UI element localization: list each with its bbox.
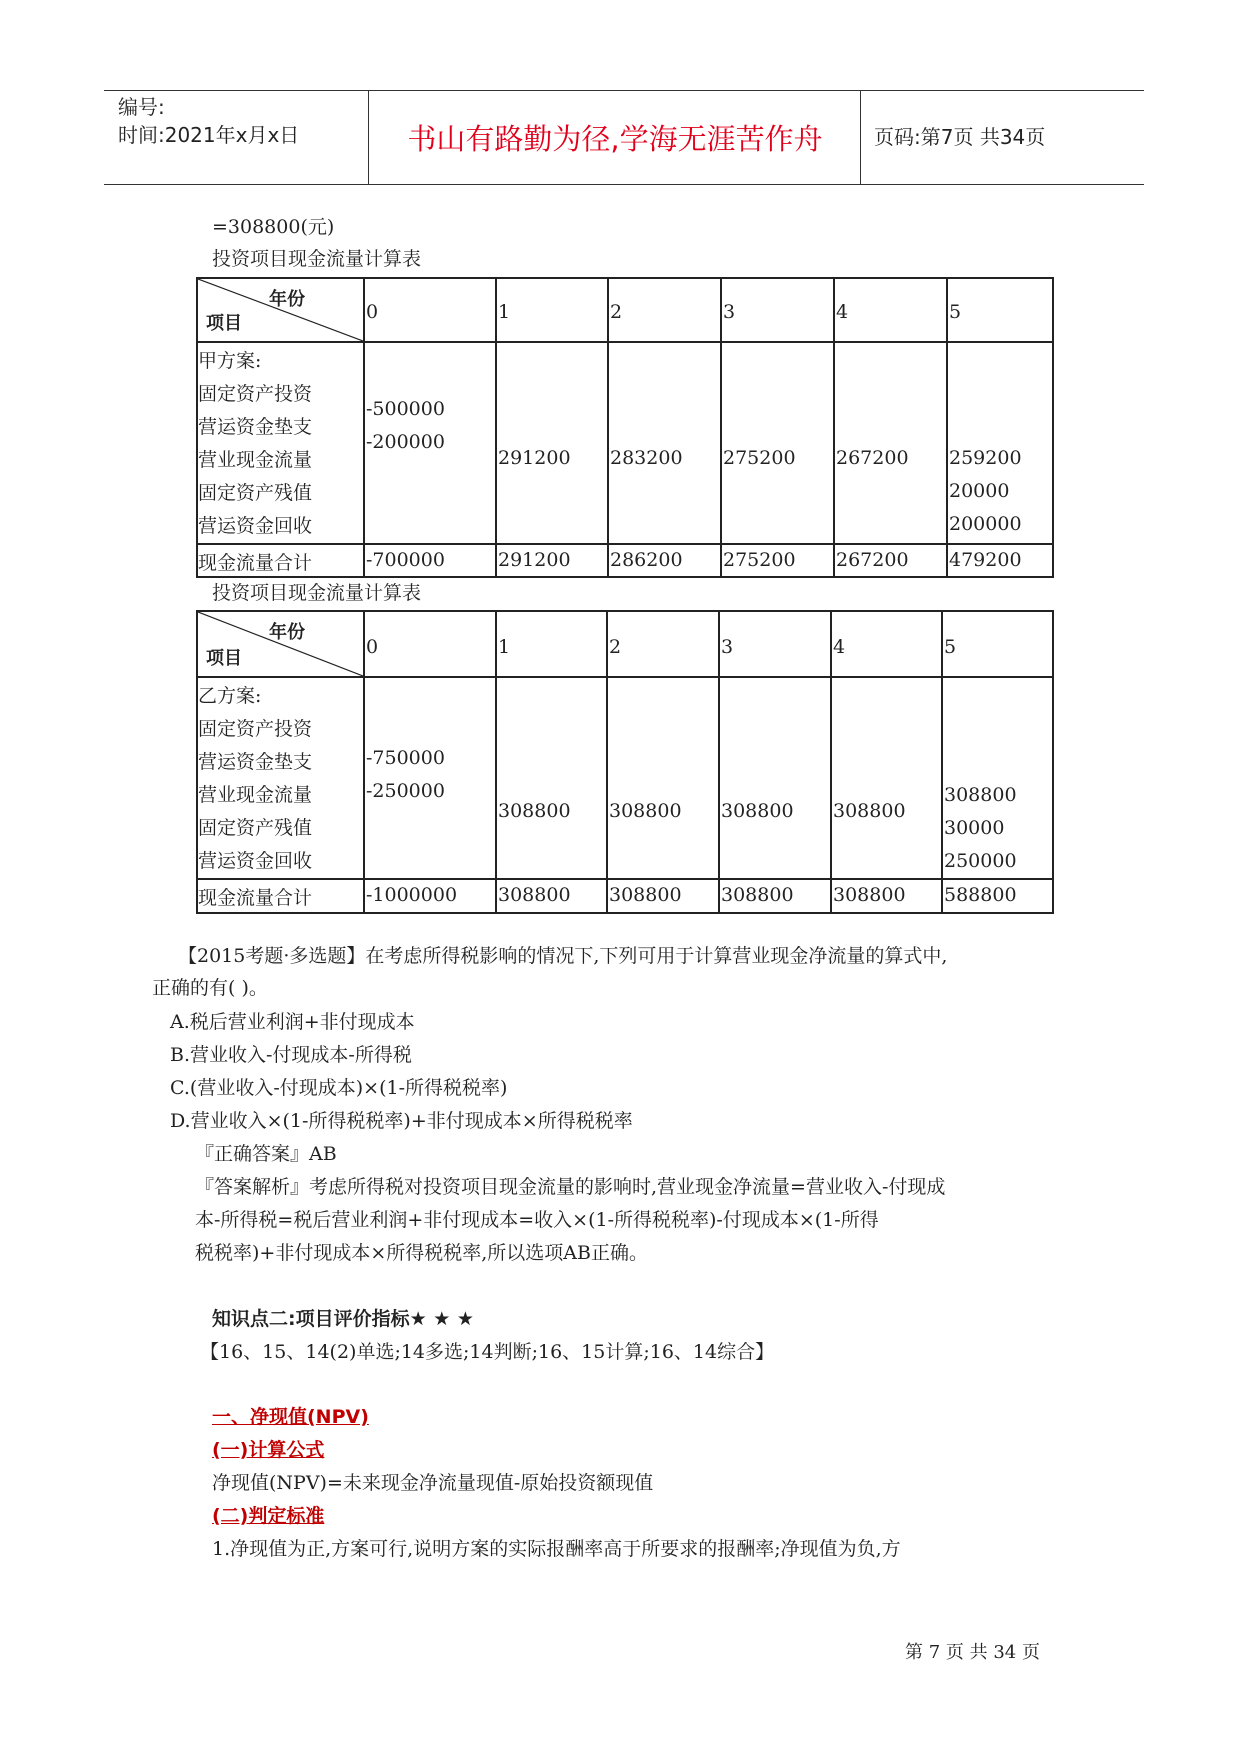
- year-header: 1: [496, 611, 607, 677]
- cell-value: 20000: [949, 480, 1010, 502]
- item-list: [197, 342, 364, 544]
- cash-flow-table-b: [196, 610, 1054, 914]
- year-header: 0: [364, 611, 496, 677]
- cell-value: -250000: [366, 780, 445, 802]
- total-value: 291200: [496, 544, 608, 577]
- cell-value: 308800: [607, 677, 719, 879]
- table-corner-cell: [197, 278, 364, 342]
- table-header-row: [197, 278, 1053, 342]
- header-page-label: 页码:第7页 共34页: [874, 125, 1046, 149]
- total-value: -700000: [364, 544, 496, 577]
- exam-scope: 【16、15、14(2)单选;14多选;14判断;16、15计算;16、14综合】: [200, 1341, 775, 1363]
- cell-value: -750000: [366, 747, 445, 769]
- corner-item-label: 项目: [206, 313, 242, 334]
- table-a-caption: 投资项目现金流量计算表: [212, 248, 422, 270]
- cell-value: 30000: [944, 817, 1005, 839]
- year-header: 4: [834, 278, 947, 342]
- year-header: 3: [721, 278, 834, 342]
- correct-answer: 『正确答案』AB: [195, 1143, 337, 1165]
- plan-label: 乙方案:: [198, 685, 262, 707]
- item-label: 营运资金回收: [198, 515, 313, 537]
- year-header: 2: [608, 278, 721, 342]
- page-header: [104, 90, 1144, 185]
- item-label: 固定资产投资: [198, 383, 313, 405]
- year-header: 5: [947, 278, 1053, 342]
- year5-cell: [942, 677, 1053, 879]
- cell-value: 267200: [834, 342, 947, 544]
- page-footer: 第 7 页 共 34 页: [905, 1642, 1040, 1663]
- result-line: =308800(元): [212, 216, 335, 238]
- table-b-caption: 投资项目现金流量计算表: [212, 582, 422, 604]
- table-body-row: [197, 342, 1053, 544]
- item-label: 固定资产残值: [198, 482, 313, 504]
- year0-cell: [364, 342, 496, 544]
- cell-value: -200000: [366, 431, 445, 453]
- cell-value: 308800: [944, 784, 1017, 806]
- year0-cell: [364, 677, 496, 879]
- total-value: 588800: [942, 879, 1053, 913]
- subsection-heading: (一)计算公式: [212, 1439, 325, 1461]
- item-label: 固定资产投资: [198, 718, 313, 740]
- answer-analysis: 税税率)+非付现成本×所得税税率,所以选项AB正确。: [195, 1242, 648, 1264]
- corner-item-label: 项目: [206, 648, 242, 669]
- option-b: B.营业收入-付现成本-所得税: [170, 1044, 412, 1066]
- total-row: [197, 879, 1053, 913]
- answer-analysis: 『答案解析』考虑所得税对投资项目现金流量的影响时,营业现金净流量=营业收入-付现成: [195, 1176, 946, 1198]
- table-corner-cell: [197, 611, 364, 677]
- total-value: 308800: [607, 879, 719, 913]
- year-header: 0: [364, 278, 496, 342]
- header-divider: [368, 91, 369, 184]
- total-value: 479200: [947, 544, 1053, 577]
- total-value: 308800: [496, 879, 607, 913]
- option-c: C.(营业收入-付现成本)×(1-所得税税率): [170, 1077, 508, 1099]
- year-header: 1: [496, 278, 608, 342]
- item-label: 固定资产残值: [198, 817, 313, 839]
- cell-value: 275200: [721, 342, 834, 544]
- year-header: 4: [831, 611, 942, 677]
- cell-value: -500000: [366, 398, 445, 420]
- cell-value: 200000: [949, 513, 1022, 535]
- year-header: 5: [942, 611, 1053, 677]
- corner-year-label: 年份: [269, 289, 305, 310]
- item-list: [197, 677, 364, 879]
- total-row: [197, 544, 1053, 577]
- cell-value: 250000: [944, 850, 1017, 872]
- criterion-text: 1.净现值为正,方案可行,说明方案的实际报酬率高于所要求的报酬率;净现值为负,方: [212, 1538, 901, 1560]
- question-stem: 【2015考题·多选题】在考虑所得税影响的情况下,下列可用于计算营业现金净流量的算式中,: [178, 945, 948, 967]
- total-value: 286200: [608, 544, 721, 577]
- cell-value: 283200: [608, 342, 721, 544]
- total-value: 275200: [721, 544, 834, 577]
- cash-flow-table-a: [196, 277, 1054, 578]
- total-label: 现金流量合计: [197, 544, 364, 577]
- year-header: 2: [607, 611, 719, 677]
- total-value: 308800: [831, 879, 942, 913]
- year-header: 3: [719, 611, 831, 677]
- cell-value: 308800: [496, 677, 607, 879]
- cell-value: 291200: [496, 342, 608, 544]
- header-motto: 书山有路勤为径,学海无涯苦作舟: [407, 122, 823, 156]
- header-left: [118, 93, 368, 149]
- cell-value: 259200: [949, 447, 1022, 469]
- npv-formula: 净现值(NPV)=未来现金净流量现值-原始投资额现值: [212, 1472, 654, 1494]
- header-divider: [860, 91, 861, 184]
- item-label: 营业现金流量: [198, 784, 313, 806]
- total-value: 267200: [834, 544, 947, 577]
- section-heading: 一、净现值(NPV): [212, 1406, 369, 1428]
- time-label: 时间:2021年x月x日: [118, 123, 300, 147]
- option-a: A.税后营业利润+非付现成本: [170, 1011, 415, 1033]
- total-value: -1000000: [364, 879, 496, 913]
- cell-value: 308800: [831, 677, 942, 879]
- item-label: 营业现金流量: [198, 449, 313, 471]
- total-label: 现金流量合计: [197, 879, 364, 913]
- year5-cell: [947, 342, 1053, 544]
- answer-analysis: 本-所得税=税后营业利润+非付现成本=收入×(1-所得税税率)-付现成本×(1-所得: [195, 1209, 879, 1231]
- question-stem: 正确的有( )。: [152, 977, 268, 999]
- subsection-heading: (二)判定标准: [212, 1505, 325, 1527]
- item-label: 营运资金垫支: [198, 751, 313, 773]
- number-label: 编号:: [118, 95, 165, 119]
- corner-year-label: 年份: [269, 622, 305, 643]
- item-label: 营运资金回收: [198, 850, 313, 872]
- table-body-row: [197, 677, 1053, 879]
- cell-value: 308800: [719, 677, 831, 879]
- option-d: D.营业收入×(1-所得税税率)+非付现成本×所得税税率: [170, 1110, 633, 1132]
- plan-label: 甲方案:: [198, 350, 262, 372]
- knowledge-title: 知识点二:项目评价指标★ ★ ★: [212, 1308, 474, 1330]
- table-header-row: [197, 611, 1053, 677]
- item-label: 营运资金垫支: [198, 416, 313, 438]
- total-value: 308800: [719, 879, 831, 913]
